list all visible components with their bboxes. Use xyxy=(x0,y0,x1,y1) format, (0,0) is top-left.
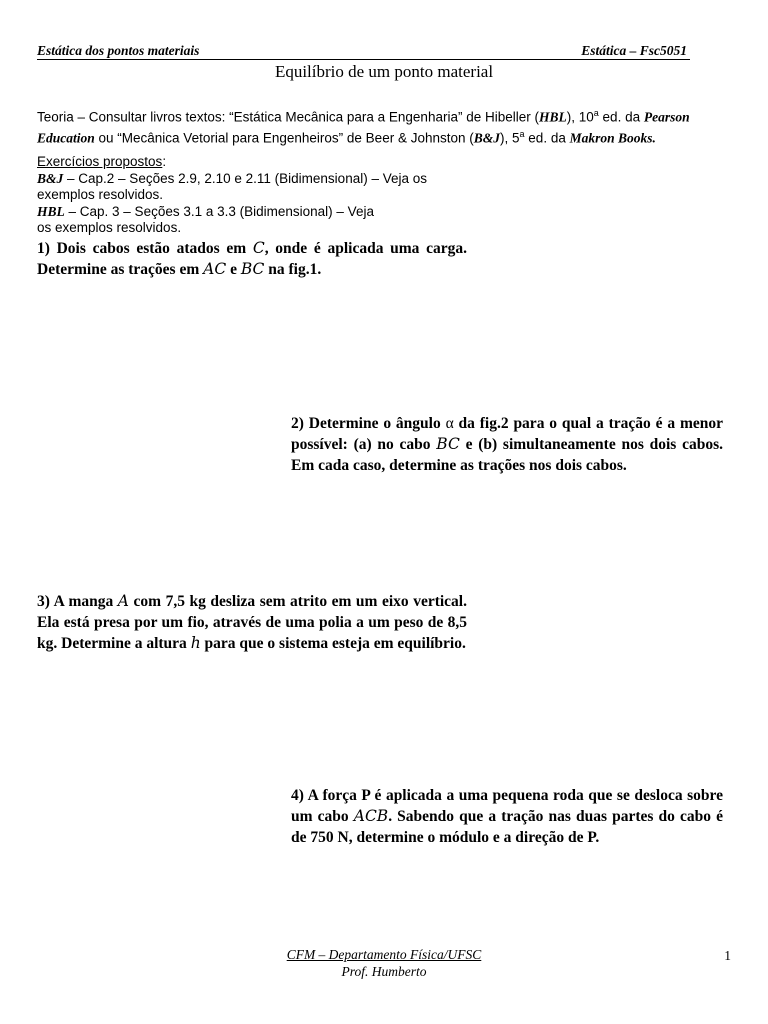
page-number: 1 xyxy=(724,948,731,963)
exercise-list: Exercícios propostos: B&J – Cap.2 – Seções 2.9, 2.10 e 2.11 (Bidimensional) – Veja os exemplos resolvidos. HBL – Cap. 3 – Seções 3.1 a 3.3 (Bidimensional) – Veja os exemplos resolvidos. xyxy=(37,154,427,236)
header-right: Estática – Fsc5051 xyxy=(581,43,687,58)
question-2: 2) Determine o ângulo α da fig.2 para o qual a tração é a menor possível: (a) no cabo BC e (b) simultaneamente nos dois cabos. Em cada caso, determine as trações nos dois cabos. xyxy=(291,415,723,474)
theory-paragraph: Teoria – Consultar livros textos: “Estática Mecânica para a Engenharia” de Hibeller (HBL), 10$^a$ ed. da Pearson Education ou “Mecânica Vetorial para Engenheiros” de Beer & Johnston (B&J), 5$^a$ ed. da Makron Books. xyxy=(37,108,690,145)
question-1: 1) Dois cabos estão atados em C, onde é aplicada uma carga. Determine as trações em AC e BC na fig.1. xyxy=(37,239,468,278)
footer xyxy=(0,946,768,980)
header-left: Estática dos pontos materiais xyxy=(37,43,200,58)
footer-department: CFM – Departamento Física/UFSC xyxy=(286,947,482,962)
publisher-pearson: Pearson Education xyxy=(37,109,690,145)
question-4: 4) A força P é aplicada a uma pequena roda que se desloca sobre um cabo ACB. Sabendo que a tração nas duas partes do cabo é de 750 N, determine o módulo e a direção de P. xyxy=(291,787,723,846)
hbl-abbrev: HBL xyxy=(539,109,567,125)
footer-professor: Prof. Humberto xyxy=(341,964,427,979)
publisher-makron: Makron Books. xyxy=(569,130,656,145)
bj-abbrev: B&J xyxy=(473,130,501,145)
page-title: Equilíbrio de um ponto material xyxy=(274,62,494,81)
question-3: 3) A manga A com 7,5 kg desliza sem atrito em um eixo vertical. Ela está presa por um fio, através de uma polia a um peso de 8,5 kg. Determine a altura h para que o sistema esteja em equilíbrio. xyxy=(37,592,467,652)
header-rule xyxy=(37,59,690,60)
exercises-heading: Exercícios propostos xyxy=(37,154,163,169)
